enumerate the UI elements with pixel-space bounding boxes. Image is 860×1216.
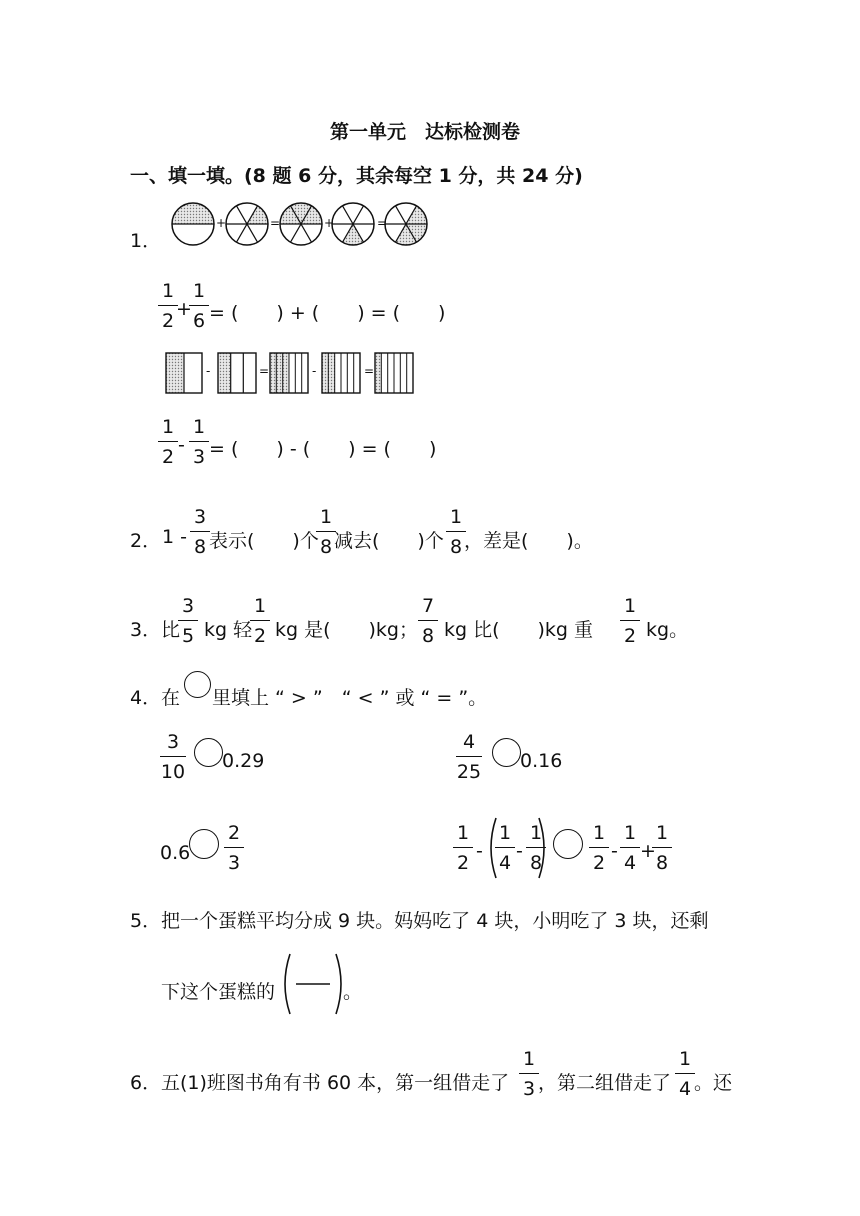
- q2-frac-3: 1 8: [446, 506, 466, 558]
- q2-text-2: 减去( )个: [334, 530, 444, 552]
- q1-eq1-frac-2: 1 6: [189, 280, 209, 332]
- q5-number: 5．: [130, 910, 162, 932]
- section-heading: 一、填一填。(8 题 6 分，其余每空 1 分，共 24 分): [130, 165, 583, 187]
- q4a-frac: 3 10: [160, 731, 186, 783]
- q4-number: 4．: [130, 687, 162, 709]
- q1-rect-diagram: [0, 340, 860, 400]
- q1-eq2-frac-2: 1 3: [189, 416, 209, 468]
- q3-text-0: 比: [161, 619, 181, 641]
- q3-frac-1: 3 5: [178, 595, 198, 647]
- q2-frac-1: 3 8: [190, 506, 210, 558]
- q5-line-2: 下这个蛋糕的: [161, 981, 276, 1003]
- q6-frac-2: 1 4: [675, 1048, 695, 1100]
- q1-rect-op-4: =: [364, 364, 375, 378]
- q6-number: 6．: [130, 1072, 162, 1094]
- q1-circle-op-3: +: [324, 216, 335, 230]
- q6-text-1: 五(1)班图书角有书 60 本，第一组借走了: [161, 1072, 510, 1094]
- q3-frac-4: 1 2: [620, 595, 640, 647]
- q2-text-3: ，差是( )。: [464, 530, 593, 552]
- q2-lead: 1 -: [162, 526, 187, 548]
- q4d-op-2: -: [516, 840, 523, 862]
- q4d-left-frac-1: 1 2: [453, 822, 473, 874]
- q4c-frac: 2 3: [224, 822, 244, 874]
- q1-rect-op-3: -: [312, 364, 317, 378]
- q3-frac-3: 7 8: [418, 595, 438, 647]
- q1-eq2-frac-1: 1 2: [158, 416, 178, 468]
- q3-frac-2: 1 2: [250, 595, 270, 647]
- q3-text-3: kg 比( )kg 重: [444, 619, 594, 641]
- q4d-left-frac-2: 1 4: [495, 822, 515, 874]
- q4a-rhs: 0.29: [222, 750, 265, 772]
- q1-number: 1．: [130, 230, 162, 252]
- page-title: 第一单元 达标检测卷: [330, 121, 521, 143]
- q4d-op-4: +: [640, 840, 656, 862]
- q4d-right-frac-2: 1 4: [620, 822, 640, 874]
- q3-text-4: kg。: [646, 619, 689, 641]
- q1-eq2-blanks: = ( ) - ( ) = ( ): [209, 438, 437, 460]
- q1-circle-op-4: =: [377, 216, 388, 230]
- q2-text-1: 表示( )个: [209, 530, 319, 552]
- q1-rect-op-2: =: [259, 364, 270, 378]
- q5-end: 。: [343, 981, 363, 1003]
- q4d-left-frac-3: 1 8: [526, 822, 546, 874]
- circle-sixths-one-b: [332, 203, 374, 245]
- q4d-right-frac-1: 1 2: [589, 822, 609, 874]
- q1-eq1-op: +: [176, 298, 192, 320]
- q4d-right-frac-3: 1 8: [652, 822, 672, 874]
- q6-text-2: ，第二组借走了: [538, 1072, 672, 1094]
- q5-fraction-blank[interactable]: [280, 952, 350, 1022]
- q1-circle-diagram: [0, 0, 860, 260]
- q4a-answer-circle[interactable]: [194, 738, 223, 767]
- q1-eq2-op: -: [178, 434, 185, 456]
- q1-eq1-frac-1: 1 2: [158, 280, 178, 332]
- q1-rect-op-1: -: [206, 364, 211, 378]
- q4-answer-circle-legend: [184, 671, 211, 698]
- q6-text-3: 。还: [694, 1072, 733, 1094]
- q1-eq1-blanks: = ( ) + ( ) = ( ): [209, 302, 446, 324]
- q1-circle-op-1: +: [216, 216, 227, 230]
- q3-text-2: kg 是( )kg；: [275, 619, 418, 641]
- circle-sixths-three: [280, 203, 322, 245]
- circle-half: [172, 203, 214, 245]
- q4-text-1: 里填上 “ > ” “ < ” 或 “ = ”。: [212, 687, 488, 709]
- q4b-frac: 4 25: [456, 731, 482, 783]
- q4b-rhs: 0.16: [520, 750, 563, 772]
- q2-frac-2: 1 8: [316, 506, 336, 558]
- circle-sixths-one: [226, 203, 268, 245]
- q3-text-1: kg 轻: [204, 619, 253, 641]
- q2-number: 2．: [130, 530, 162, 552]
- q6-frac-1: 1 3: [519, 1048, 539, 1100]
- q5-line-1: 把一个蛋糕平均分成 9 块。妈妈吃了 4 块，小明吃了 3 块，还剩: [161, 910, 709, 932]
- q4b-answer-circle[interactable]: [492, 738, 521, 767]
- q4d-op-3: -: [611, 840, 618, 862]
- circle-sixths-four: [385, 203, 427, 245]
- q4d-op-1: -: [476, 840, 483, 862]
- q1-circle-op-2: =: [270, 216, 281, 230]
- q4c-lhs: 0.6: [160, 842, 191, 864]
- q4-text-0: 在: [161, 687, 181, 709]
- q4d-answer-circle[interactable]: [553, 829, 583, 859]
- q4c-answer-circle[interactable]: [189, 829, 219, 859]
- q3-number: 3．: [130, 619, 162, 641]
